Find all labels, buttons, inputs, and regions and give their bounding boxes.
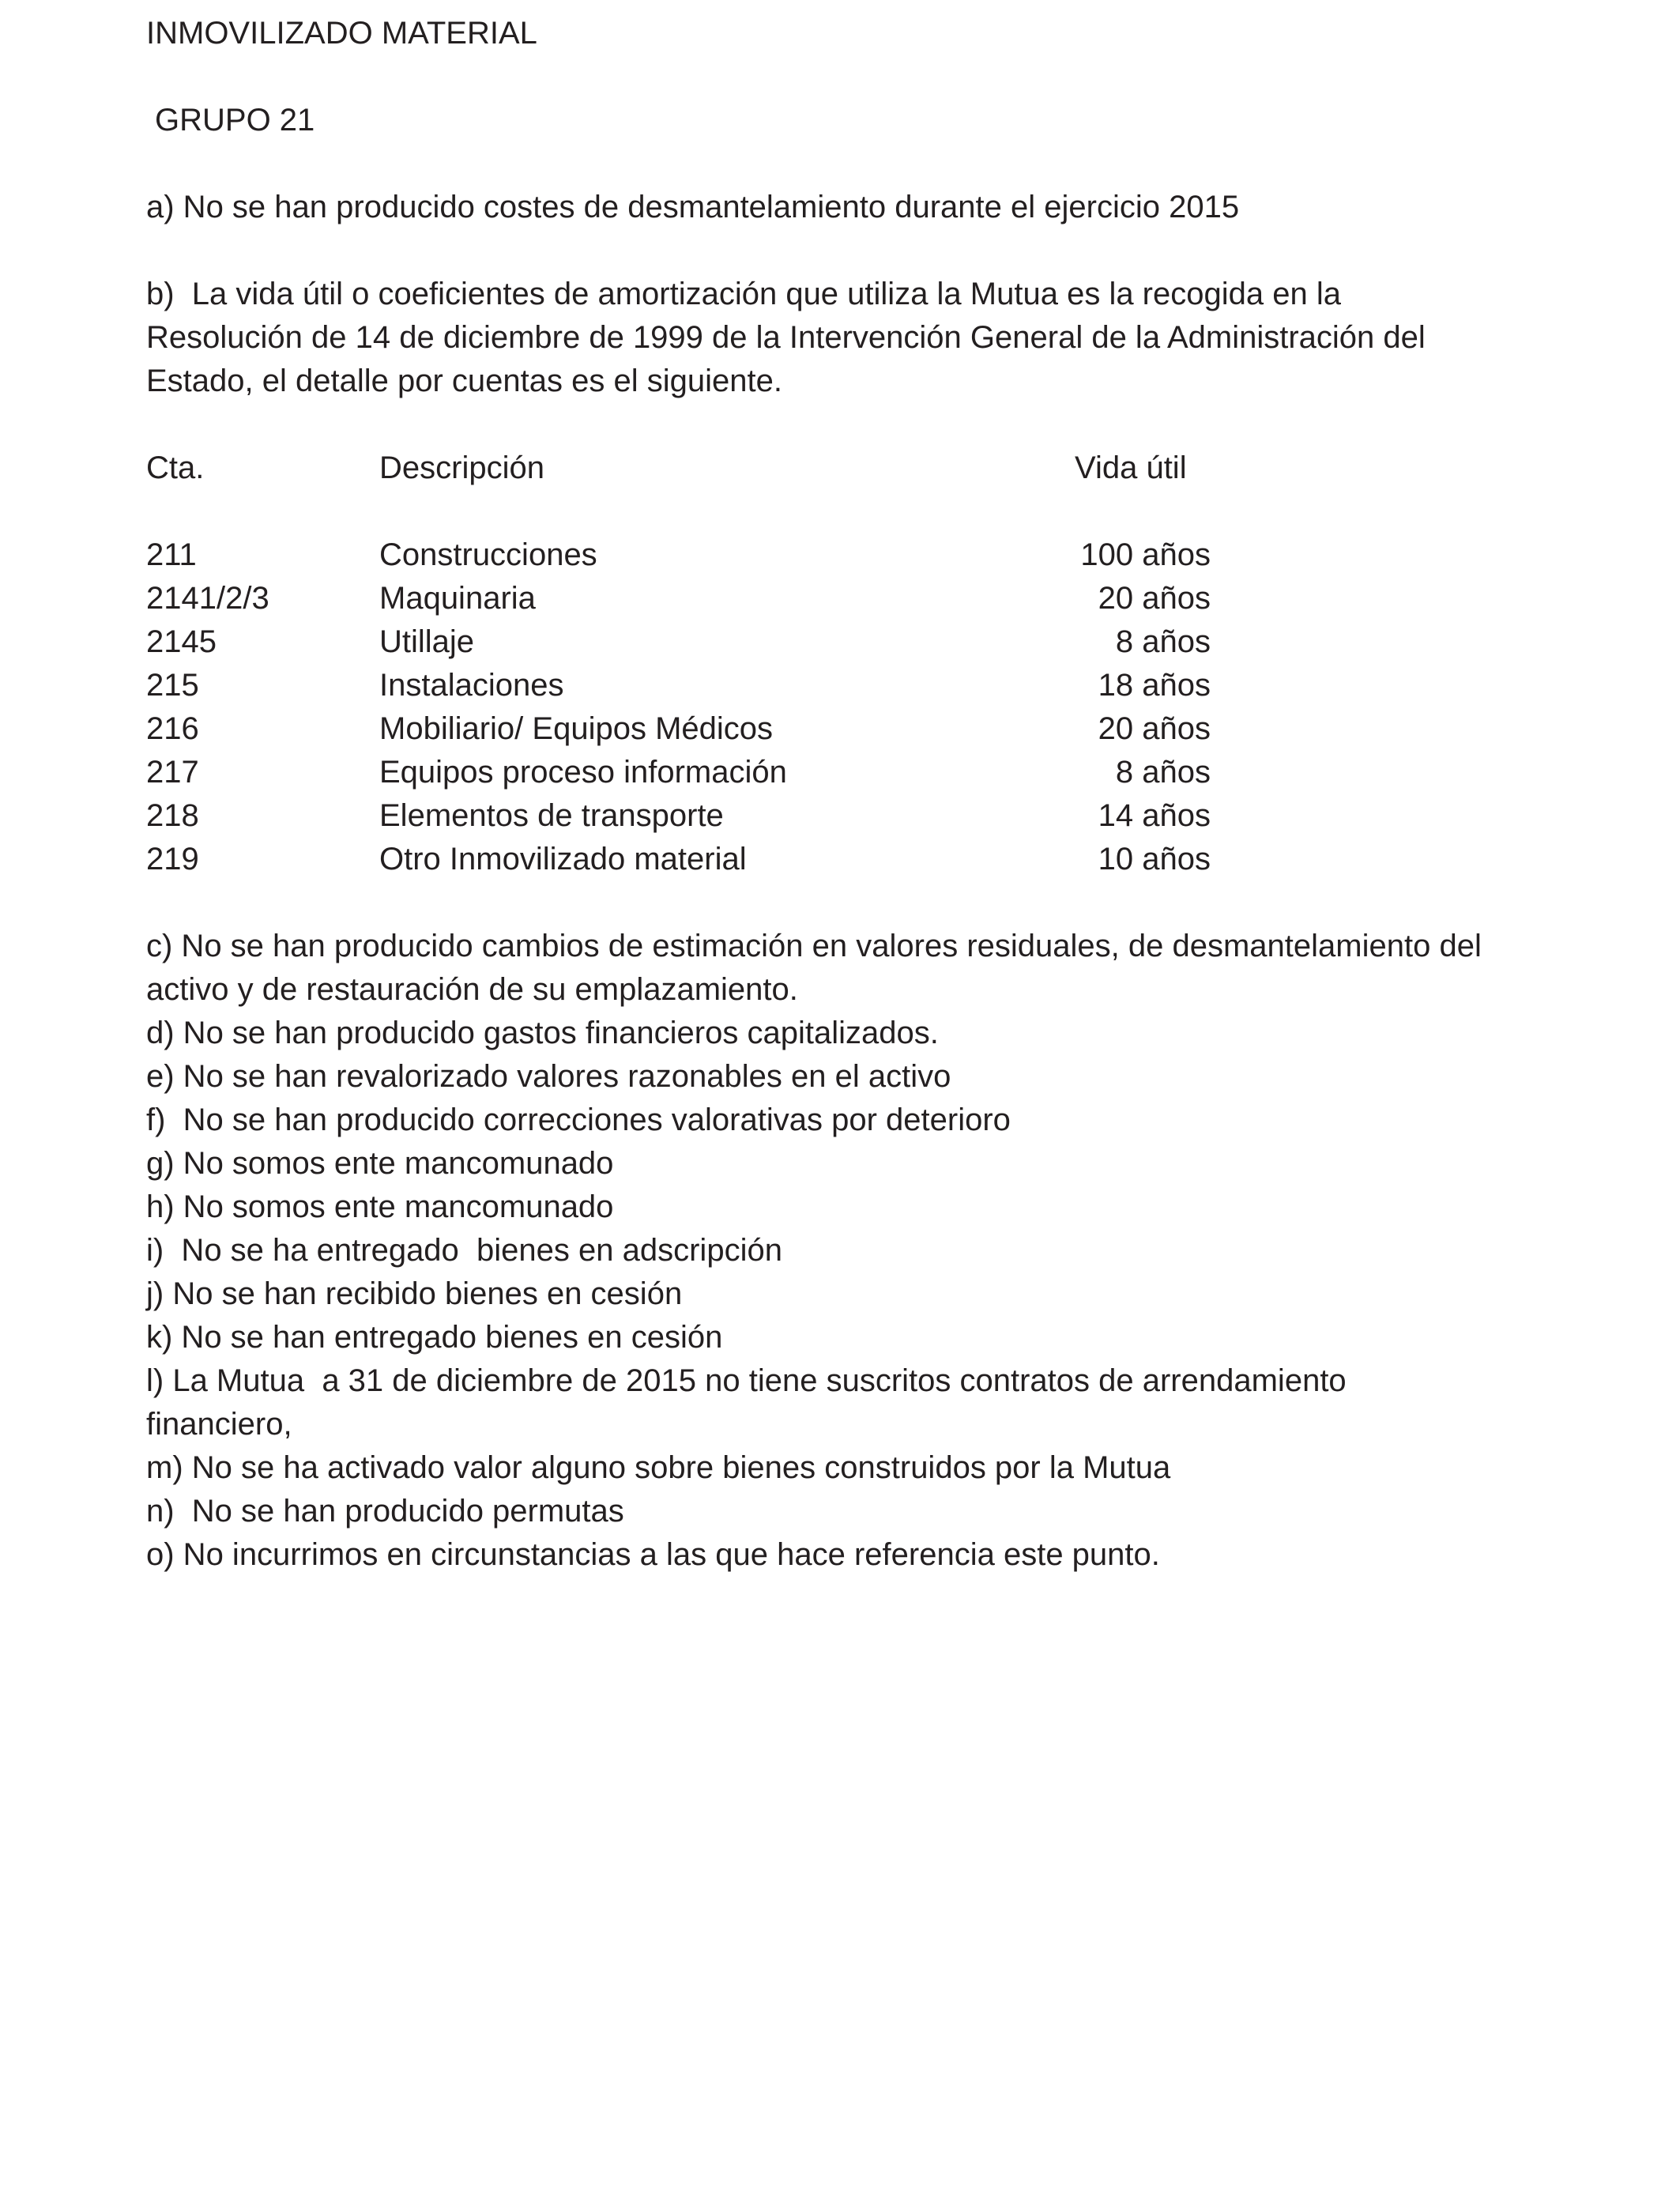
row-vida-util: 10 años [1098,842,1211,876]
list-item: g) No somos ente mancomunado [146,1146,614,1181]
row-descripcion: Equipos proceso información [379,755,787,790]
group-heading: GRUPO 21 [155,103,315,138]
row-cta: 217 [146,755,199,790]
table-row [146,838,1569,881]
row-cta: 2141/2/3 [146,581,269,616]
table-row [146,794,1569,838]
table-row [146,533,1569,577]
list-item: m) No se ha activado valor alguno sobre bienes construidos por la Mutua [146,1450,1171,1485]
row-vida-util: 18 años [1098,668,1211,703]
item-b-line-1: b) La vida útil o coeficientes de amortización que utiliza la Mutua es la recogida en la [146,277,1341,311]
item-a: a) No se han producido costes de desmantelamiento durante el ejercicio 2015 [146,190,1240,224]
row-cta: 219 [146,842,199,876]
table-row [146,664,1569,707]
row-descripcion: Maquinaria [379,581,536,616]
row-descripcion: Mobiliario/ Equipos Médicos [379,711,774,746]
list-item: i) No se ha entregado bienes en adscripción [146,1233,782,1268]
row-vida-util: 20 años [1098,581,1211,616]
list-item: financiero, [146,1407,292,1442]
table-row [146,577,1569,620]
row-descripcion: Instalaciones [379,668,564,703]
list-item: o) No incurrimos en circunstancias a las que hace referencia este punto. [146,1537,1160,1572]
row-vida-util: 20 años [1098,711,1211,746]
spacer [146,403,1569,447]
row-cta: 215 [146,668,199,703]
row-cta: 216 [146,711,199,746]
list-item: h) No somos ente mancomunado [146,1189,614,1224]
row-descripcion: Otro Inmovilizado material [379,842,747,876]
row-descripcion: Construcciones [379,537,597,572]
list-item: k) No se han entregado bienes en cesión [146,1320,723,1355]
table-header [146,447,1569,490]
spacer [146,229,1569,273]
item-b-line-2: Resolución de 14 de diciembre de 1999 de la Intervención General de la Administración del [146,320,1426,355]
row-cta: 2145 [146,624,217,659]
list-item: d) No se han producido gastos financieros capitalizados. [146,1016,939,1050]
list-item: f) No se han producido correcciones valorativas por deterioro [146,1103,1011,1137]
list-item: j) No se han recibido bienes en cesión [146,1276,683,1311]
spacer [146,142,1569,186]
table-row [146,620,1569,664]
page-title: INMOVILIZADO MATERIAL [146,16,537,51]
list-item: n) No se han producido permutas [146,1494,624,1529]
list-item: c) No se han producido cambios de estimación en valores residuales, de desmantelamiento del [146,929,1482,963]
items-list [146,925,1569,1577]
header-cta: Cta. [146,450,205,485]
row-descripcion: Elementos de transporte [379,798,724,833]
row-vida-util: 8 años [1115,624,1211,659]
spacer [146,55,1569,99]
header-vida-util: Vida útil [1075,450,1187,485]
table-row [146,707,1569,751]
item-b-line-3: Estado, el detalle por cuentas es el siguiente. [146,364,782,398]
row-vida-util: 100 años [1080,537,1211,572]
document-page [146,12,1569,1577]
row-vida-util: 14 años [1098,798,1211,833]
row-vida-util: 8 años [1115,755,1211,790]
list-item: e) No se han revalorizado valores razonables en el activo [146,1059,951,1094]
spacer [146,881,1569,925]
table-body [146,533,1569,881]
row-cta: 218 [146,798,199,833]
list-item: l) La Mutua a 31 de diciembre de 2015 no tiene suscritos contratos de arrendamiento [146,1363,1347,1398]
spacer [146,490,1569,533]
row-cta: 211 [146,537,197,572]
table-row [146,751,1569,794]
row-descripcion: Utillaje [379,624,475,659]
list-item: activo y de restauración de su emplazamiento. [146,972,798,1007]
header-descripcion: Descripción [379,450,544,485]
